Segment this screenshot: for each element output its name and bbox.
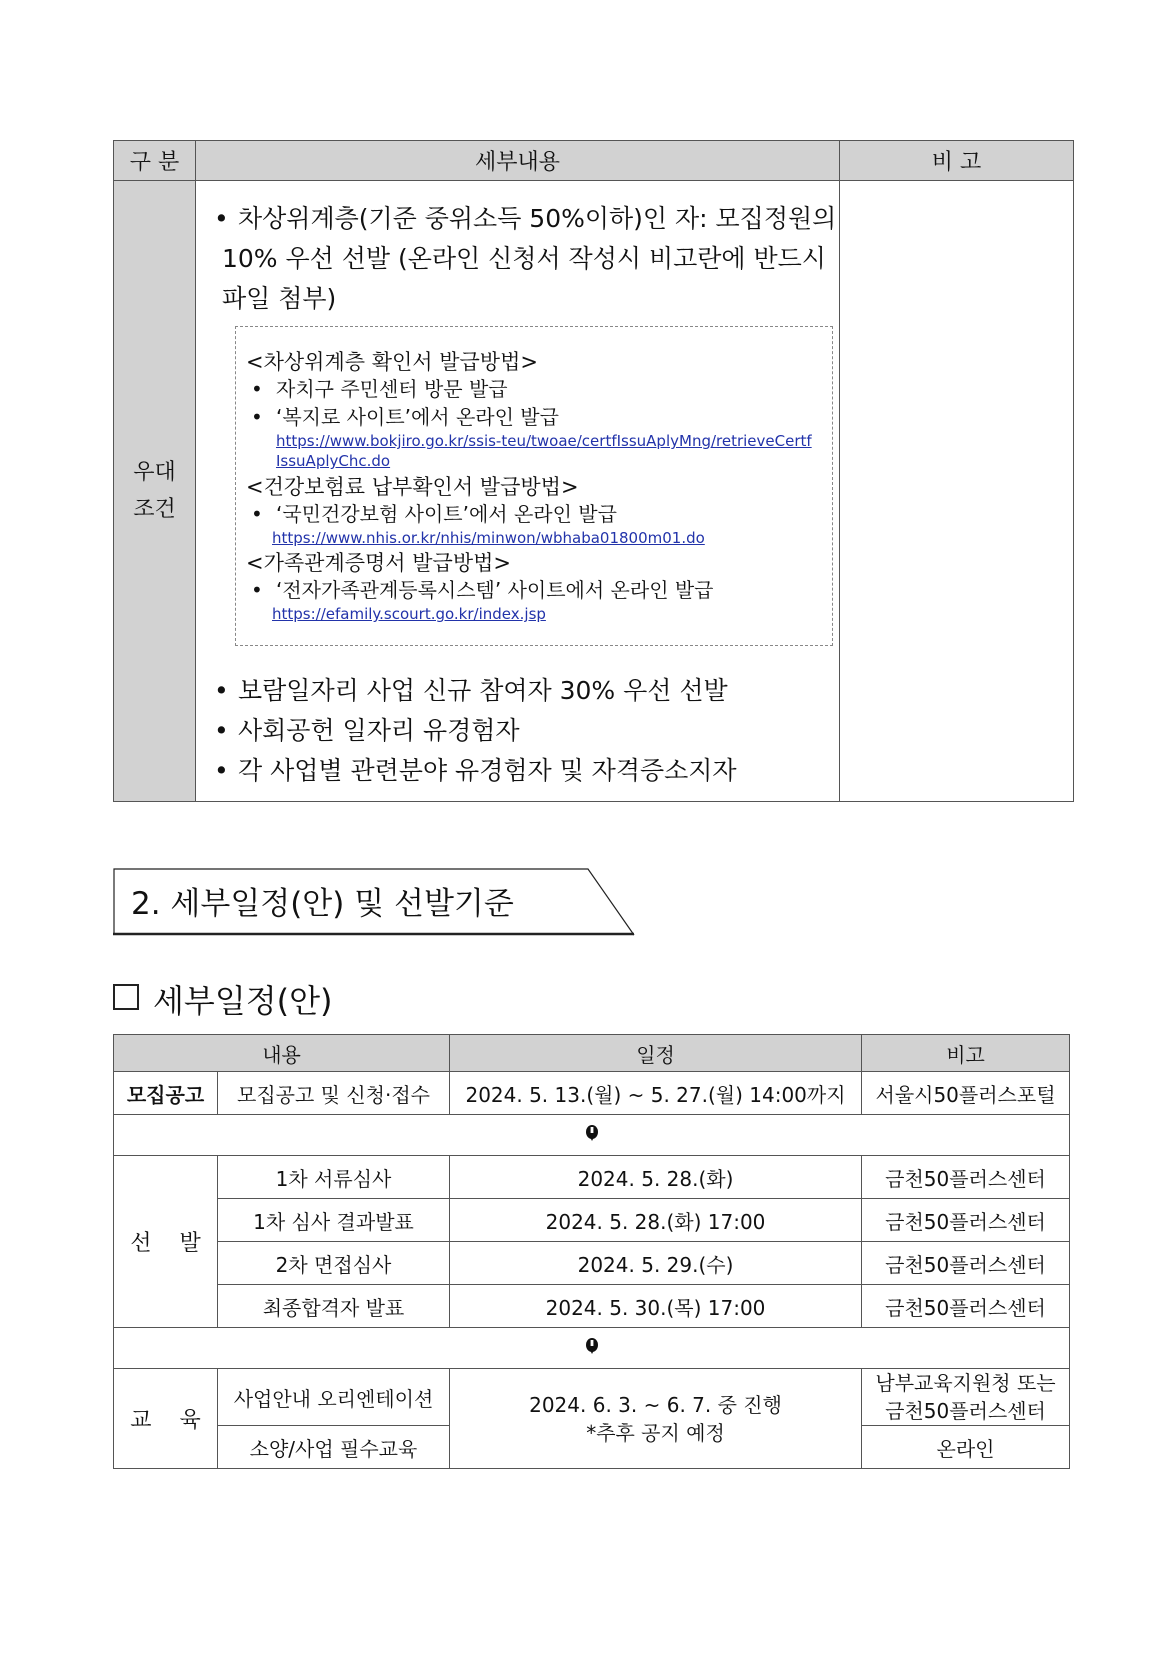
table-row [114,1369,1070,1426]
box-item-bokjiro: ‘복지로 사이트’에서 온라인 발급 [276,405,559,429]
selection-note: 금천50플러스센터 [862,1156,1070,1199]
recruit-date: 2024. 5. 13.(월) ~ 5. 27.(월) 14:00까지 [450,1072,862,1115]
table-row [114,1072,1070,1115]
selection-note: 금천50플러스센터 [862,1199,1070,1242]
item-low-income-line1: 차상위계층(기준 중위소득 50%이하)인 자: 모집정원의 [238,204,837,233]
header-details: 세부내용 [196,141,840,181]
box-item-nhis: ‘국민건강보험 사이트’에서 온라인 발급 [276,502,617,526]
subsection-title: 세부일정(안) [113,976,333,1022]
item-low-income-line2: 10% 우선 선발 (온라인 신청서 작성시 비고란에 반드시 [222,244,826,273]
selection-item: 1차 서류심사 [218,1156,450,1199]
schedule-table [113,1034,1070,1469]
item-related-experience: 각 사업별 관련분야 유경험자 및 자격증소지자 [238,756,737,785]
box-title-health-insurance: <건강보험료 납부확인서 발급방법> [246,475,579,499]
bullet: • [214,716,229,745]
remarks-cell [840,181,1074,802]
education-item-orientation: 사업안내 오리엔테이션 [218,1369,450,1426]
selection-date: 2024. 5. 29.(수) [450,1242,862,1285]
link-efamily[interactable]: https://efamily.scourt.go.kr/index.jsp [272,605,546,623]
selection-date: 2024. 5. 28.(화) [450,1156,862,1199]
education-note-venue: 남부교육지원청 또는 금천50플러스센터 [862,1369,1070,1426]
box-item-community-center: 자치구 주민센터 방문 발급 [276,377,508,401]
category-education: 교 육 [114,1369,218,1469]
flow-arrow-row [114,1328,1070,1369]
header-category: 구 분 [114,141,196,181]
recruit-item: 모집공고 및 신청·접수 [218,1072,450,1115]
recruit-note: 서울시50플러스포털 [862,1072,1070,1115]
box-title-low-income: <차상위계층 확인서 발급방법> [246,350,538,374]
education-note-online: 온라인 [862,1426,1070,1469]
table-row [114,1285,1070,1328]
category-selection: 선 발 [114,1156,218,1328]
education-item-required: 소양/사업 필수교육 [218,1426,450,1469]
preference-conditions-table [113,140,1074,802]
item-social-contribution: 사회공헌 일자리 유경험자 [238,716,520,745]
bullet: • [214,756,229,785]
item-low-income-line3: 파일 첨부) [222,284,337,313]
box-item-efamily: ‘전자가족관계등록시스템’ 사이트에서 온라인 발급 [276,578,714,602]
section-header [113,868,635,936]
category-preference: 우대 조건 [114,181,196,802]
header-note: 비고 [862,1035,1070,1072]
box-title-family-relation: <가족관계증명서 발급방법> [246,551,512,575]
education-date: 2024. 6. 3. ~ 6. 7. 중 진행 *추후 공지 예정 [450,1369,862,1469]
bullet: • [251,405,263,429]
bullet: • [251,377,263,401]
table-row [114,1156,1070,1199]
bullet: • [214,676,229,705]
selection-date: 2024. 5. 30.(목) 17:00 [450,1285,862,1328]
header-schedule: 일정 [450,1035,862,1072]
header-content: 내용 [114,1035,450,1072]
details-cell [196,181,840,802]
header-remarks: 비 고 [840,141,1074,181]
item-new-participant: 보람일자리 사업 신규 참여자 30% 우선 선발 [238,676,728,705]
down-arrow-icon [585,1337,599,1355]
flow-arrow-row [114,1115,1070,1156]
bullet: • [251,502,263,526]
bullet: • [214,204,229,233]
link-nhis[interactable]: https://www.nhis.or.kr/nhis/minwon/wbhaba01800m01.do [272,529,705,547]
table-row [114,1199,1070,1242]
category-recruit: 모집공고 [114,1072,218,1115]
selection-item: 2차 면접심사 [218,1242,450,1285]
selection-date: 2024. 5. 28.(화) 17:00 [450,1199,862,1242]
selection-item: 1차 심사 결과발표 [218,1199,450,1242]
certificate-issuance-box [235,326,833,646]
checkbox-square-icon [113,984,139,1010]
selection-item: 최종합격자 발표 [218,1285,450,1328]
section-title: 2. 세부일정(안) 및 선발기준 [131,886,514,922]
table-row [114,1242,1070,1285]
selection-note: 금천50플러스센터 [862,1242,1070,1285]
down-arrow-icon [585,1124,599,1142]
link-bokjiro[interactable]: https://www.bokjiro.go.kr/ssis-teu/twoae/certfIssuAplyMng/retrieveCertfIssuAplyChc.do [276,432,812,470]
bullet: • [251,578,263,602]
selection-note: 금천50플러스센터 [862,1285,1070,1328]
